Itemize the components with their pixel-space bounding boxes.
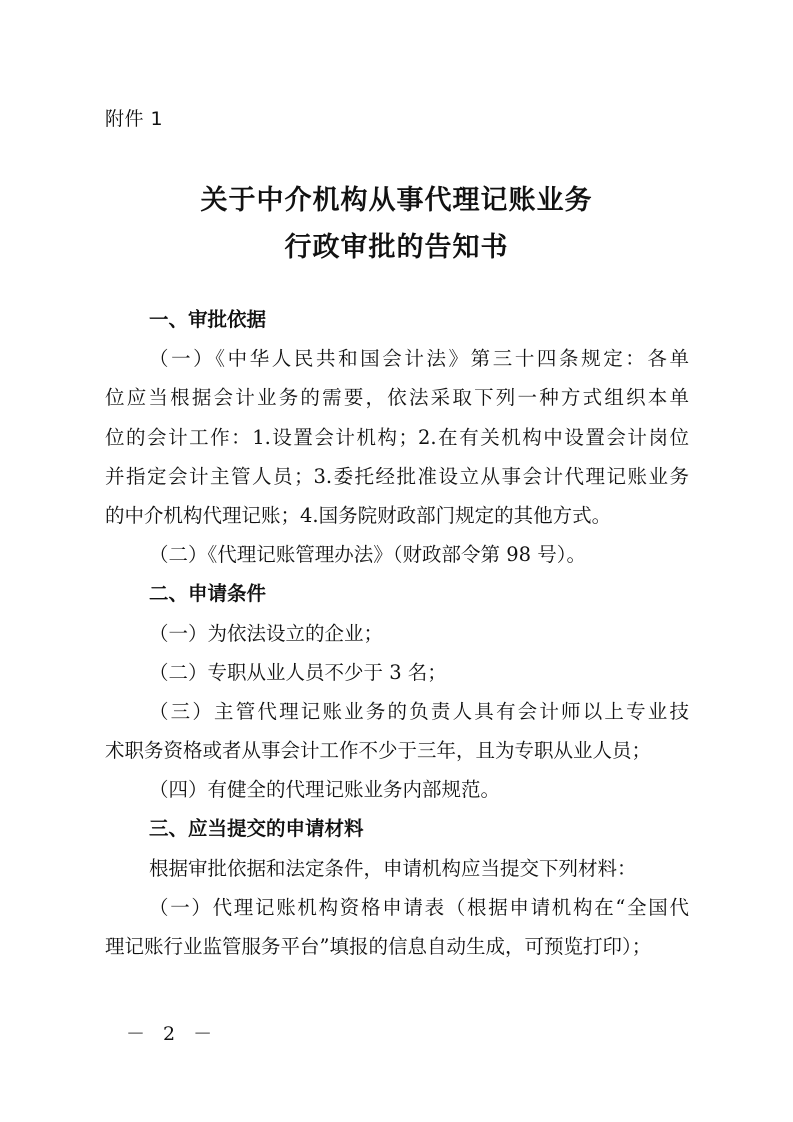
document-body bbox=[105, 300, 689, 966]
paragraph-line: 的中介机构代理记账；4.国务院财政部门规定的其他方式。 bbox=[105, 503, 612, 527]
section-heading-basis: 一、审批依据 bbox=[149, 308, 267, 331]
paragraph-line: （四）有健全的代理记账业务内部规范。 bbox=[149, 778, 501, 802]
paragraph-line: （二）《代理记账管理办法》（财政部令第 98 号）。 bbox=[149, 543, 586, 567]
paragraph-line: （一）《中华人民共和国会计法》第三十四条规定：各单 bbox=[149, 347, 689, 371]
paragraph-line: （一）代理记账机构资格申请表（根据申请机构在“全国代 bbox=[149, 895, 689, 919]
attachment-label: 附件 1 bbox=[105, 108, 164, 130]
paragraph-line: 位应当根据会计业务的需要，依法采取下列一种方式组织本单 bbox=[105, 386, 689, 410]
paragraph-line: 位的会计工作：1.设置会计机构；2.在有关机构中设置会计岗位 bbox=[105, 425, 689, 449]
paragraph-line: 根据审批依据和法定条件，申请机构应当提交下列材料： bbox=[149, 856, 637, 880]
paragraph-line: （一）为依法设立的企业； bbox=[149, 621, 384, 645]
page-number: － 2 － bbox=[126, 1023, 219, 1045]
paragraph-line: 术职务资格或者从事会计工作不少于三年，且为专职从业人员； bbox=[105, 739, 652, 763]
paragraph-line: （二）专职从业人员不少于 3 名； bbox=[149, 660, 447, 684]
section-heading-materials: 三、应当提交的申请材料 bbox=[149, 817, 364, 841]
section-heading-conditions: 二、申请条件 bbox=[149, 582, 267, 606]
paragraph-line: 理记账行业监管服务平台”填报的信息自动生成，可预览打印）； bbox=[105, 935, 652, 958]
document-title-line-2: 行政审批的告知书 bbox=[284, 232, 509, 263]
paragraph-line: （三）主管代理记账业务的负责人具有会计师以上专业技 bbox=[149, 699, 689, 723]
paragraph-line: 并指定会计主管人员；3.委托经批准设立从事会计代理记账业务 bbox=[105, 464, 689, 488]
document-title-line-1: 关于中介机构从事代理记账业务 bbox=[200, 185, 593, 216]
